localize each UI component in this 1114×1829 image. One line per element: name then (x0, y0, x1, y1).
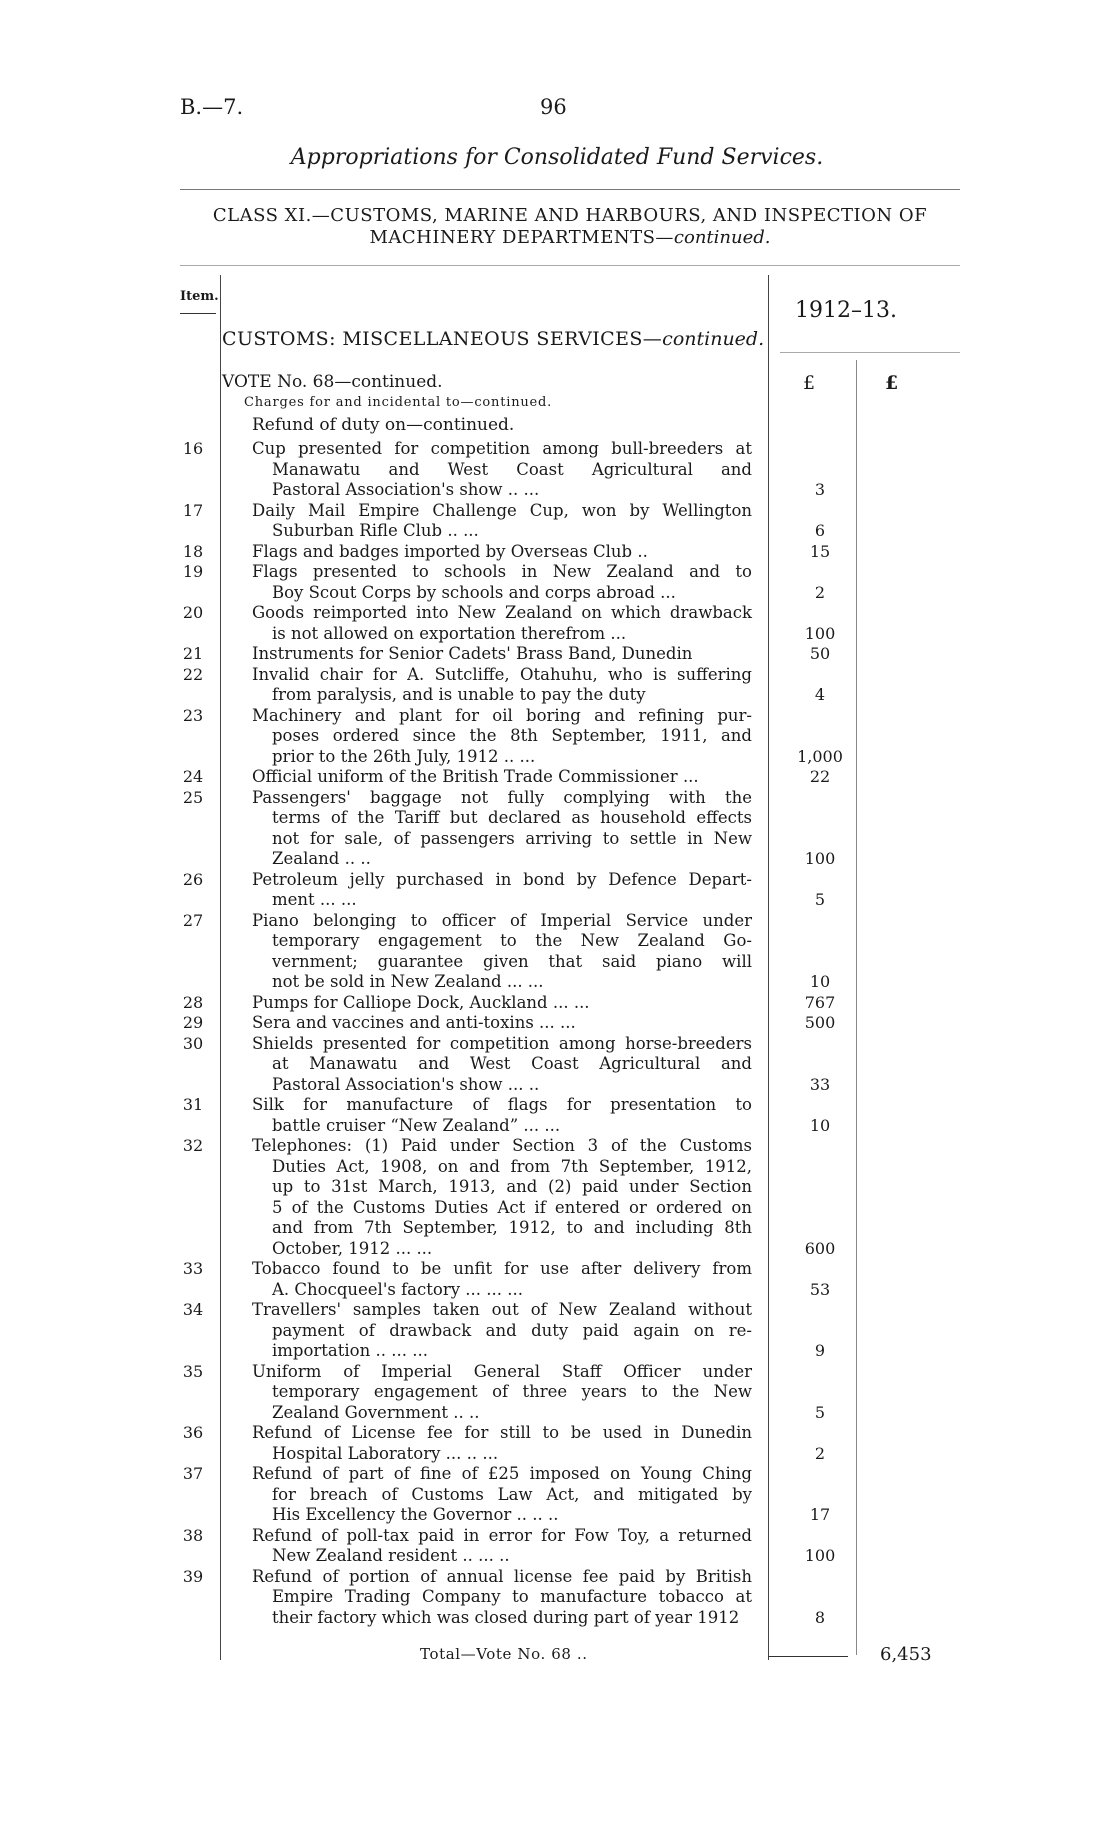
item-description (252, 1013, 752, 1034)
item-description (252, 788, 752, 870)
item-description-line: payment of drawback and duty paid again on re- (272, 1320, 752, 1340)
item-description (252, 1095, 752, 1136)
item-description-line: not be sold in New Zealand ... ... (272, 972, 544, 991)
item-description-line: Travellers' samples taken out of New Zealand without (252, 1300, 752, 1319)
item-amount: 50 (809, 644, 831, 663)
item-amount: 100 (804, 1546, 836, 1565)
item-description-line: Invalid chair for A. Sutcliffe, Otahuhu, who is suffering (252, 664, 752, 684)
item-number: 17 (182, 500, 204, 520)
item-number: 38 (182, 1525, 204, 1545)
item-description-line: Pastoral Association's show ... .. (272, 1074, 540, 1094)
item-column-header: Item. (180, 289, 219, 304)
item-description-line: Silk for manufacture of flags for presentation to (252, 1095, 752, 1114)
item-amount: 53 (809, 1279, 831, 1299)
item-description (252, 1362, 752, 1424)
item-description (252, 562, 752, 603)
item-description-line: Goods reimported into New Zealand on which drawback (252, 603, 752, 622)
class-heading-line1: CLASS XI.—CUSTOMS, MARINE AND HARBOURS, AND INSPECTION OF (212, 205, 928, 226)
item-description-line: and from 7th September, 1912, to and including 8th (272, 1218, 752, 1237)
refund-heading: Refund of duty on—continued. (252, 415, 515, 435)
item-description (252, 706, 752, 768)
item-description-line: terms of the Tariff but declared as household effects (272, 808, 752, 827)
item-amount: 6 (814, 521, 826, 540)
item-number: 39 (182, 1566, 204, 1586)
item-description-line: New Zealand resident .. ... .. (272, 1546, 510, 1565)
item-description-line: at Manawatu and West Coast Agricultural and (272, 1054, 752, 1073)
section-heading-main: CUSTOMS: MISCELLANEOUS SERVICES— (222, 328, 663, 350)
item-description-line: is not allowed on exportation therefrom ... (272, 623, 627, 643)
vote-heading: VOTE No. 68—continued. (222, 372, 443, 392)
item-amount: 2 (814, 582, 826, 602)
item-description-line: Refund of poll-tax paid in error for Fow Toy, a returned (252, 1525, 752, 1545)
item-amount: 4 (814, 685, 826, 704)
section-heading (222, 328, 764, 350)
pound-sign-column2: £ (885, 372, 899, 394)
item-description-line: Flags presented to schools in New Zealand and to (252, 562, 752, 581)
item-description-line: Refund of License fee for still to be used in Dunedin (252, 1423, 752, 1442)
item-description-line: Telephones: (1) Paid under Section 3 of the Customs (252, 1136, 752, 1155)
item-description (252, 870, 752, 911)
item-description-line: not for sale, of passengers arriving to settle in New (272, 828, 752, 848)
item-amount: 9 (814, 1341, 826, 1360)
item-description (252, 501, 752, 542)
item-number: 32 (182, 1136, 204, 1155)
section-rule (780, 352, 960, 353)
item-description-line: vernment; guarantee given that said piano will (272, 951, 752, 971)
item-description-line: Shields presented for competition among horse-breeders (252, 1033, 752, 1053)
item-amount: 100 (804, 849, 836, 868)
item-description-line: importation .. ... ... (272, 1341, 428, 1360)
document-reference: B.—7. (180, 95, 244, 119)
item-description-line: Petroleum jelly purchased in bond by Defence Depart- (252, 869, 752, 889)
item-amount: 767 (804, 992, 836, 1012)
class-heading-line2-main: MACHINERY DEPARTMENTS— (369, 227, 674, 248)
item-amount: 600 (804, 1238, 836, 1258)
item-amount: 500 (804, 1013, 836, 1032)
item-description (252, 644, 752, 665)
item-description-line: October, 1912 ... ... (272, 1238, 433, 1258)
item-number: 27 (182, 910, 204, 930)
item-number: 21 (182, 644, 204, 663)
item-description-line: from paralysis, and is unable to pay the duty (272, 685, 646, 704)
item-number: 35 (182, 1361, 204, 1381)
charges-heading: Charges for and incidental to—continued. (244, 395, 553, 410)
item-description (252, 1300, 752, 1362)
item-number: 28 (182, 992, 204, 1012)
item-description-line: temporary engagement to the New Zealand Go- (272, 931, 752, 950)
item-number: 34 (182, 1300, 204, 1319)
item-amount: 17 (809, 1505, 831, 1524)
item-amount: 10 (809, 972, 831, 991)
item-number: 30 (182, 1033, 204, 1053)
header-rule (180, 189, 960, 190)
item-number: 26 (182, 869, 204, 889)
page-subtitle: Appropriations for Consolidated Fund Services. (290, 145, 824, 170)
item-description-line: poses ordered since the 8th September, 1911, and (272, 726, 752, 745)
item-description (252, 542, 752, 563)
total-amount: 6,453 (880, 1644, 932, 1665)
class-heading (180, 205, 960, 249)
item-number: 25 (182, 787, 204, 807)
item-header-rule (180, 313, 216, 314)
item-description-line: prior to the 26th July, 1912 .. ... (272, 746, 536, 766)
item-description-line: Pastoral Association's show .. ... (272, 480, 540, 499)
item-description-line: Refund of portion of annual license fee paid by British (252, 1566, 752, 1586)
item-description-line: temporary engagement of three years to the New (272, 1382, 752, 1401)
item-description-line: Tobacco found to be unfit for use after delivery from (252, 1259, 752, 1278)
item-number: 16 (182, 439, 204, 458)
item-number: 19 (182, 562, 204, 581)
item-number: 36 (182, 1423, 204, 1442)
item-description-line: Instruments for Senior Cadets' Brass Band, Dunedin (252, 644, 693, 663)
total-label: Total—Vote No. 68 .. (420, 1645, 588, 1663)
item-number: 37 (182, 1464, 204, 1483)
item-description-line: Passengers' baggage not fully complying with the (252, 787, 752, 807)
item-column-divider (220, 275, 221, 1660)
item-description (252, 1567, 752, 1629)
item-description (252, 1259, 752, 1300)
item-description-line: Cup presented for competition among bull-breeders at (252, 439, 752, 458)
item-amount: 2 (814, 1443, 826, 1463)
item-description (252, 1423, 752, 1464)
page-number: 96 (540, 95, 567, 119)
item-description-line: Duties Act, 1908, on and from 7th September, 1912, (272, 1156, 752, 1176)
item-description (252, 767, 752, 788)
item-number: 31 (182, 1095, 204, 1114)
item-description (252, 439, 752, 501)
item-number: 23 (182, 705, 204, 725)
item-amount: 5 (814, 890, 826, 909)
item-amount: 22 (809, 767, 831, 786)
item-description-line: Manawatu and West Coast Agricultural and (272, 459, 752, 479)
item-description-line: Sera and vaccines and anti-toxins ... ... (252, 1013, 576, 1032)
class-rule (180, 265, 960, 266)
item-description (252, 1034, 752, 1096)
item-description-line: His Excellency the Governor .. .. .. (272, 1505, 559, 1524)
item-description-line: battle cruiser “New Zealand” ... ... (272, 1115, 561, 1135)
item-description-line: Zealand Government .. .. (272, 1402, 480, 1422)
item-description (252, 993, 752, 1014)
item-amount: 10 (809, 1115, 831, 1135)
pound-sign-column1: £ (803, 372, 816, 394)
class-heading-continued: continued. (673, 227, 771, 248)
item-number: 22 (182, 664, 204, 684)
item-amount: 5 (814, 1402, 826, 1422)
item-number: 24 (182, 767, 204, 786)
item-description-line: Zealand .. .. (272, 849, 371, 868)
item-amount: 100 (804, 623, 836, 643)
item-description-line: A. Chocqueel's factory ... ... ... (272, 1279, 523, 1299)
item-description-line: ment ... ... (272, 890, 357, 909)
class-heading-line2 (180, 227, 960, 249)
item-description-line: 5 of the Customs Duties Act if entered or ordered on (272, 1197, 752, 1217)
item-description-line: their factory which was closed during part of year 1912 (272, 1607, 740, 1627)
item-description-line: up to 31st March, 1913, and (2) paid under Section (272, 1177, 752, 1196)
item-description-line: Refund of part of fine of £25 imposed on Young Ching (252, 1464, 752, 1483)
section-heading-continued: continued. (662, 328, 765, 350)
year-header: 1912–13. (795, 298, 897, 323)
item-description-line: Piano belonging to officer of Imperial Service under (252, 910, 752, 930)
item-description-line: Daily Mail Empire Challenge Cup, won by Wellington (252, 500, 752, 520)
item-description (252, 911, 752, 993)
item-description-line: Pumps for Calliope Dock, Auckland ... ... (252, 992, 590, 1012)
item-amount: 15 (809, 541, 831, 561)
item-description-line: for breach of Customs Law Act, and mitigated by (272, 1484, 752, 1504)
item-number: 20 (182, 603, 204, 622)
item-description (252, 603, 752, 644)
item-description-line: Uniform of Imperial General Staff Officer under (252, 1361, 752, 1381)
item-number: 18 (182, 541, 204, 561)
item-description-line: Empire Trading Company to manufacture tobacco at (272, 1587, 752, 1606)
total-rule (768, 1656, 848, 1657)
description-column-divider (768, 275, 769, 1660)
item-description (252, 1526, 752, 1567)
item-amount: 3 (814, 480, 826, 499)
item-description-line: Suburban Rifle Club .. ... (272, 521, 479, 540)
item-number: 29 (182, 1013, 204, 1032)
item-description-line: Flags and badges imported by Overseas Club .. (252, 541, 648, 561)
item-amount: 8 (814, 1607, 826, 1627)
item-description-line: Boy Scout Corps by schools and corps abroad ... (272, 582, 676, 602)
item-description-line: Official uniform of the British Trade Commissioner ... (252, 767, 699, 786)
item-amount: 1,000 (797, 746, 843, 766)
item-amount: 33 (809, 1074, 831, 1094)
item-description (252, 665, 752, 706)
item-description (252, 1136, 752, 1259)
item-description-line: Hospital Laboratory ... .. ... (272, 1443, 499, 1463)
item-number: 33 (182, 1259, 204, 1278)
item-description (252, 1464, 752, 1526)
item-description-line: Machinery and plant for oil boring and refining pur- (252, 705, 752, 725)
